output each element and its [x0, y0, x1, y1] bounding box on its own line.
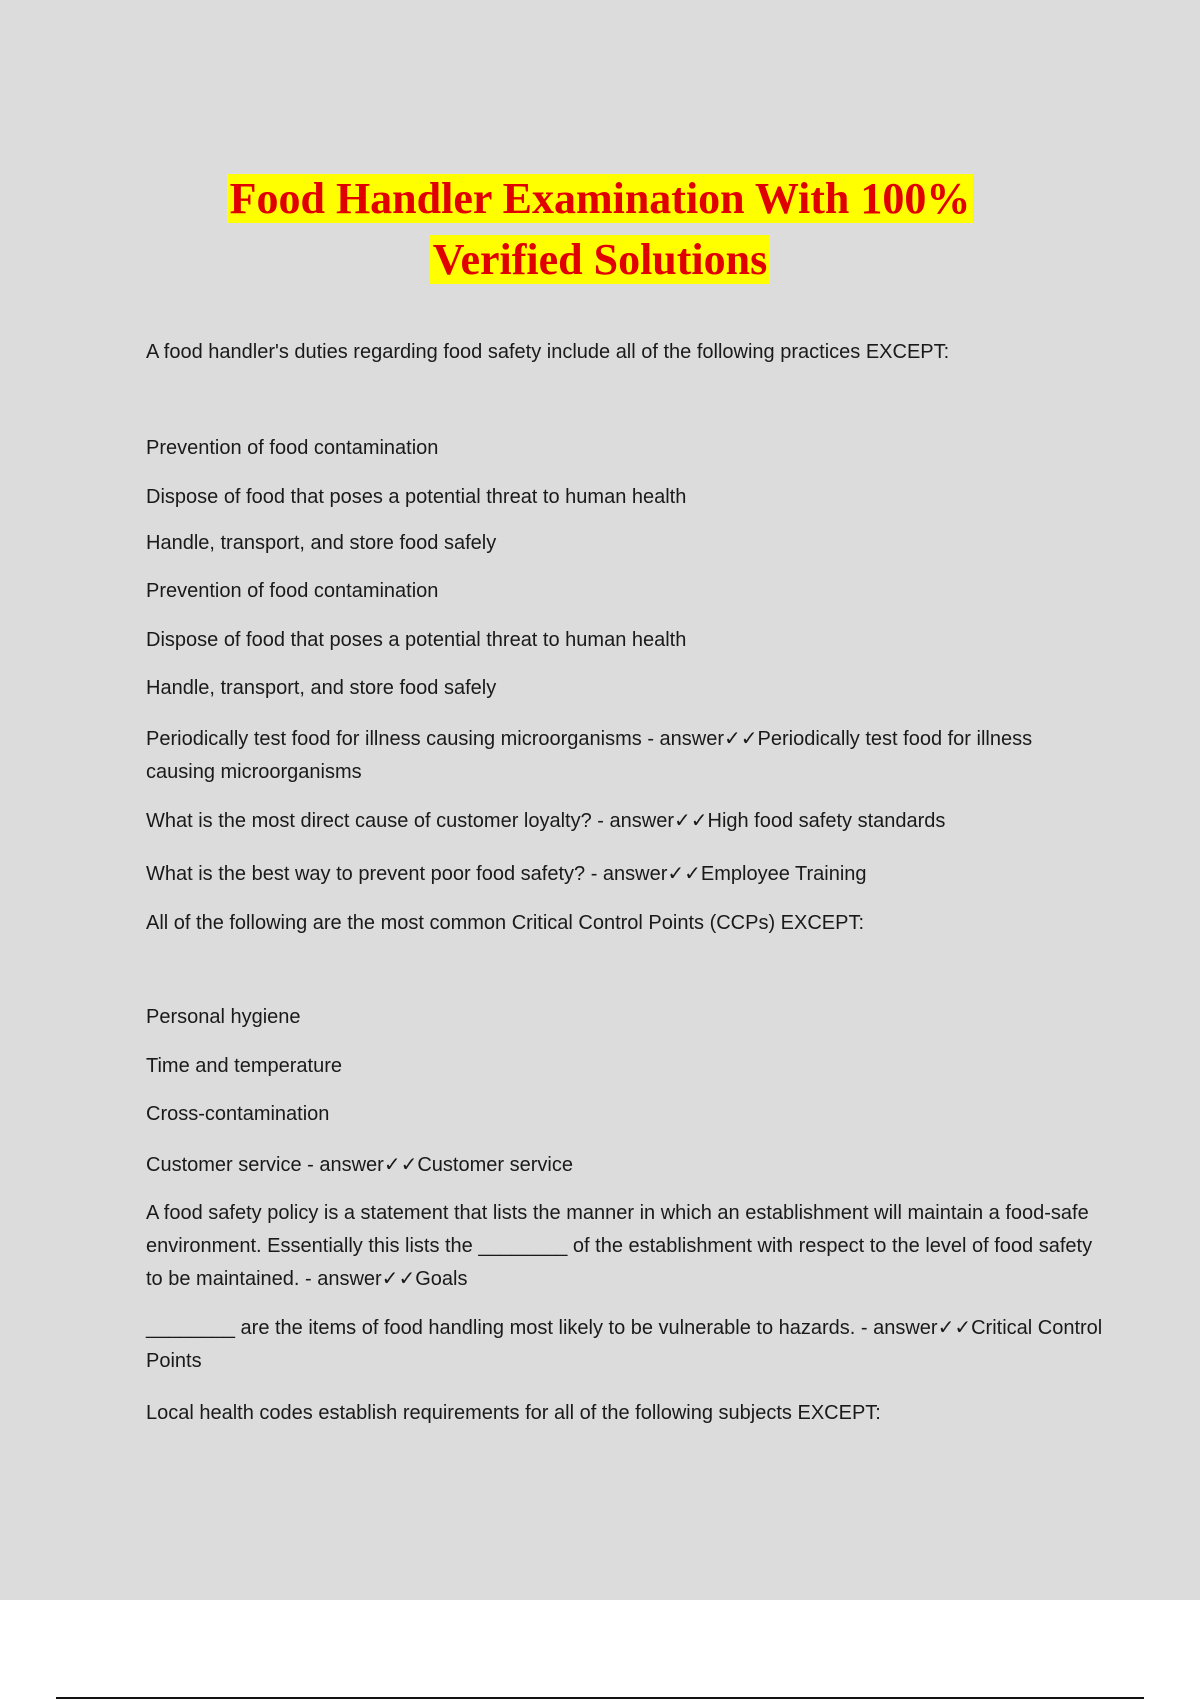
- bottom-divider: [56, 1697, 1144, 1699]
- question-prevent-poor-food-safety: What is the best way to prevent poor food safety? - answer✓✓Employee Training: [146, 863, 867, 885]
- option-dispose-2: Dispose of food that poses a potential threat to human health: [146, 629, 687, 651]
- document-title: [0, 168, 1200, 290]
- option-time-temperature: Time and temperature: [146, 1055, 343, 1077]
- question-critical-control-points: ________ are the items of food handling most likely to be vulnerable to hazards. - answer✓✓Critical Control Points: [146, 1317, 1103, 1372]
- option-handle-2: Handle, transport, and store food safely: [146, 677, 497, 699]
- question-ccps-intro: All of the following are the most common Critical Control Points (CCPs) EXCEPT:: [146, 912, 865, 934]
- option-prevention-2: Prevention of food contamination: [146, 580, 439, 602]
- option-cross-contamination: Cross-contamination: [146, 1103, 330, 1125]
- question-duties-intro: A food handler's duties regarding food safety include all of the following practices EXCEPT:: [146, 341, 950, 363]
- question-food-safety-policy: A food safety policy is a statement that lists the manner in which an establishment will maintain a food-safe environment. Essentially this lists the ________ of the establishment with respect to the level of food safety to be maintained. - answer✓✓Goals: [146, 1202, 1093, 1290]
- answer-periodically-test: Periodically test food for illness causing microorganisms - answer✓✓Periodically test food for illness causing microorganisms: [146, 728, 1033, 783]
- answer-customer-service: Customer service - answer✓✓Customer service: [146, 1154, 573, 1176]
- question-customer-loyalty: What is the most direct cause of customer loyalty? - answer✓✓High food safety standards: [146, 810, 946, 832]
- option-prevention-1: Prevention of food contamination: [146, 437, 439, 459]
- title-line-1: Food Handler Examination With 100%: [227, 174, 974, 223]
- option-dispose-1: Dispose of food that poses a potential threat to human health: [146, 486, 687, 508]
- question-local-health-codes: Local health codes establish requirements for all of the following subjects EXCEPT:: [146, 1402, 881, 1424]
- title-line-2: Verified Solutions: [430, 235, 771, 284]
- option-personal-hygiene: Personal hygiene: [146, 1006, 301, 1028]
- option-handle-1: Handle, transport, and store food safely: [146, 532, 497, 554]
